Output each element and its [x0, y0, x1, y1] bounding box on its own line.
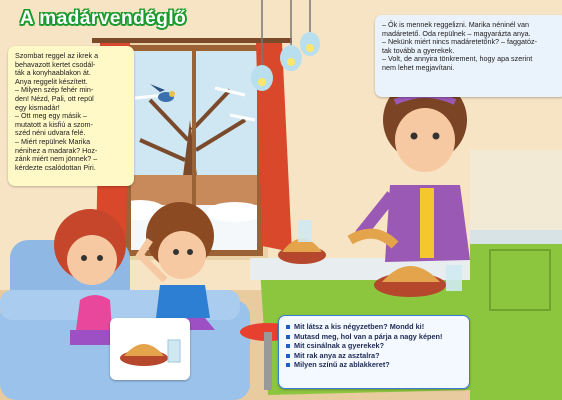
story-line: madáretető. Oda repülnek – magyarázta anya. — [382, 28, 531, 38]
story-line: – Ők is mennek reggelizni. Marika néninél van — [382, 20, 530, 29]
story-right-box — [375, 15, 562, 97]
story-line: nénihez a madarak? Hoz- — [15, 145, 98, 155]
thumbnail-square — [110, 318, 190, 380]
story-right-text — [382, 21, 560, 73]
story-line: – Milyen szép fehér min- — [15, 85, 94, 95]
story-line: ták a konyhaablakon át. — [15, 68, 91, 78]
story-line: Szombat reggel az ikrek a — [15, 51, 99, 60]
story-line: – Nekünk miért nincs madáretetőnk? – faggatóz- — [382, 37, 538, 47]
story-line: egy kismadár! — [15, 102, 60, 112]
story-line: – Volt, de annyira tönkrement, hogy apa szerint — [382, 54, 533, 64]
story-line: – Miért repülnek Marika — [15, 136, 91, 146]
question-item: Mit rak anya az asztalra? — [286, 351, 462, 361]
question-item: Milyen színű az ablakkeret? — [286, 360, 462, 370]
questions-box — [278, 315, 470, 389]
story-line: behavazott kertet csodál- — [15, 59, 96, 69]
question-item: Mit csinálnak a gyerekek? — [286, 341, 462, 351]
kitchen-wall-tiles — [470, 150, 562, 240]
story-line: tak tovább a gyerekek. — [382, 45, 455, 55]
story-line: – Ott meg egy másik – — [15, 111, 87, 121]
question-item: Mit látsz a kis négyzetben? Mondd ki! — [286, 322, 462, 332]
question-item: Mutasd meg, hol van a párja a nagy képen! — [286, 332, 462, 342]
story-line: Anya reggelit készített. — [15, 76, 88, 86]
story-line: széd néni udvara felé. — [15, 128, 86, 138]
croissant-thumbnail-image — [110, 318, 190, 380]
page-title: A madárvendéglő — [20, 8, 187, 29]
story-line: kérdezte csalódottan Piri. — [15, 162, 96, 172]
story-line: den! Nézd, Pali, ott repül — [15, 93, 94, 103]
story-line: zánk miért nem jönnek? – — [15, 154, 98, 164]
questions-list — [286, 322, 462, 370]
story-line: nem lehet megjavítani. — [382, 62, 455, 72]
story-left-box — [8, 46, 134, 186]
story-line: mutatott a kisfiú a szom- — [15, 119, 93, 129]
story-left-text — [15, 52, 127, 172]
